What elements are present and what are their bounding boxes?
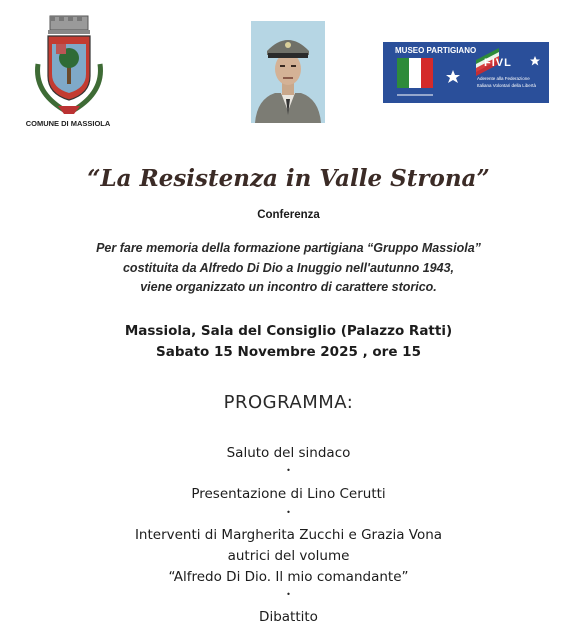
bullet-separator: • [286,590,291,599]
portrait-image [251,21,325,123]
fivl-label: FIVL [484,57,512,69]
fivl-subtitle-1: Aderente alla Federazione [477,76,530,81]
comune-crest-icon [28,14,110,116]
crest-caption: COMUNE DI MASSIOLA [25,119,111,128]
event-title: “La Resistenza in Valle Strona” [87,165,490,192]
program-item: Presentazione di Lino Cerutti [191,486,386,502]
program-item: Interventi di Margherita Zucchi e Grazia Vona [134,527,443,543]
bullet-separator: • [286,466,291,475]
program-item-book-title: “Alfredo Di Dio. Il mio comandante” [168,569,409,585]
event-type: Conferenza [257,209,320,221]
museum-label: MUSEO PARTIGIANO [395,46,477,55]
program-item-continuation: autrici del volume [227,548,350,564]
program-item: Saluto del sindaco [226,445,351,461]
fivl-subtitle-2: Italiana Volontari della Libertà [477,83,537,88]
program-heading: PROGRAMMA: [223,392,354,413]
event-datetime: Sabato 15 Novembre 2025 , ore 15 [156,344,421,360]
program-item: Dibattito [259,609,318,625]
intro-line: costituita da Alfredo Di Dio a Inuggio nell'autunno 1943, [122,261,454,275]
intro-line: viene organizzato un incontro di carattere storico. [140,280,437,294]
museum-fivl-banner [383,42,549,103]
intro-line: Per fare memoria della formazione partigiana “Gruppo Massiola” [96,241,481,255]
portrait-photo [251,21,325,123]
bullet-separator: • [286,508,291,517]
event-venue: Massiola, Sala del Consiglio (Palazzo Ratti) [124,323,453,339]
